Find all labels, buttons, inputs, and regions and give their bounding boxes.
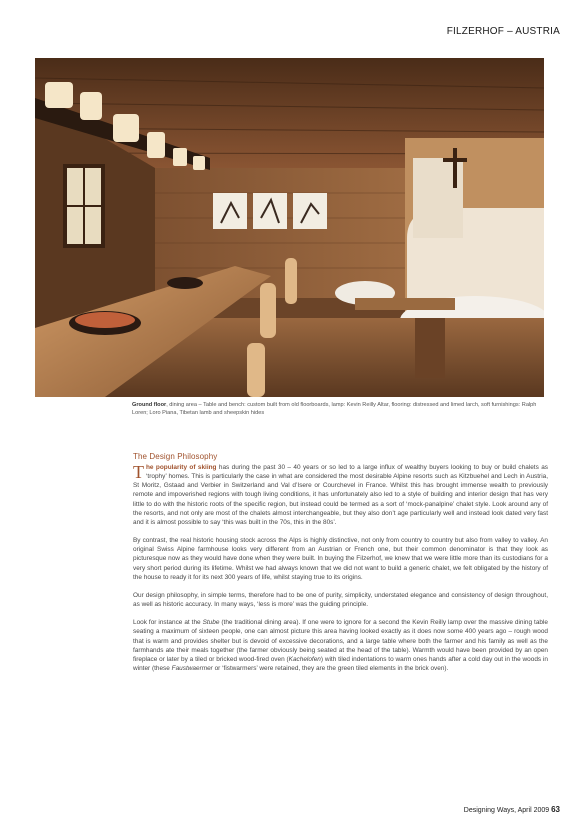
photo-caption: [132, 401, 552, 417]
paragraph-4: [133, 618, 548, 673]
section-heading: The Design Philosophy: [133, 452, 218, 461]
p4-faustwaermer: Faustwaermer: [171, 664, 213, 672]
dining-room-photo: [35, 58, 544, 397]
p4-part-a: Look for instance at the: [133, 619, 203, 627]
article-body: [133, 463, 548, 682]
caption-lead: Ground floor: [132, 402, 167, 408]
caption-text: , dining area – Table and bench: custom built from old floorboards, lamp: Kevin Reilly Altar, flooring: distressed and limed larch, soft furnishings: Ralph Loren; Loro Piana, Tibetan lamb and sheepskin hides: [132, 402, 537, 416]
paragraph-lead: he popularity of skiing: [146, 464, 217, 471]
paragraph-2: By contrast, the real historic housing stock across the Alps is highly distinctive, not only from country to country but also from valley to valley. An original Swiss Alpine farmhouse looks very different from an Austrian or French one, but their common denominator is that they look as picturesque now as they would have done when they were built. In buying the Filzerhof, we knew that we were little more than its custodians for a very short period during its lifetime. Whilst we had always known that we did not want to build a generic chalet, we felt obligated by the history of the house to ready it for its next 300 years of life, whilst staying true to its origins.: [133, 537, 548, 581]
p4-part-b: (the traditional dining area). If one were to ignore for a second the Kevin Reilly lamp over the massive dining table seating a maximum of sixteen people, one can almost picture this area having looked exactly as it does now some 400 years ago – rough wood that is warm and provides shelter but is devoid of excessive decorations, and a large table where both the farmer and his family as well as the farmhands ate their meals together (the farmer obviously being seated at the head of the table). Warmth would have been provided by an open fireplace or later by a tiled or bricked wood-fired oven (: [133, 619, 548, 663]
paragraph-1: [133, 463, 548, 527]
p4-part-c: ) with tiled indentations to warm ones hands after a cold day out in the woods in winter (these: [133, 655, 548, 672]
paragraph-1-text: has during the past 30 – 40 years or so led to a large influx of wealthy buyers looking to buy or build chalets as ‘trophy’ homes. This is particularly the case in what are considered the most desirable Alpine resorts such as Kitzbuehel and Lech in Austria, St Moritz, Gstaad and Verbier in Switzerland and Val d’Isere or Courchevel in France. Whilst this has brought immense wealth to previously remote and impoverished regions with tough living conditions, it has unfortunately also led to a style of building and interior design that has very little to do with the historic roots of the specific region, but instead could be termed as a sort of ‘mock-panalpine’ chalet style. Look around any of the resorts, and not only are most of the chalets almost interchangeable, but they also don’t age particularly well and instead look dated very fast and it is almost possible to say ‘this was built in the 70s, this in the 80s’.: [133, 464, 548, 526]
page-footer: [464, 805, 560, 814]
dining-room-illustration: [35, 58, 544, 397]
paragraph-3: Our design philosophy, in simple terms, therefore had to be one of purity, simplicity, understated elegance and consistency of design throughout, as well as historic accuracy. In many ways, ‘less is more’ was the guiding principle.: [133, 591, 548, 609]
p4-kachelofen: Kachelofen: [288, 655, 321, 663]
p4-stube: Stube: [202, 619, 220, 627]
header-title: FILZERHOF – AUSTRIA: [446, 26, 560, 37]
publication-name: Designing Ways, April 2009: [463, 807, 550, 814]
page-number: 63: [551, 805, 560, 814]
p4-part-d: or ‘fistwarmers’ were retained, they are the green tiled elements in the brick oven).: [212, 664, 449, 672]
drop-cap: T: [133, 462, 144, 482]
